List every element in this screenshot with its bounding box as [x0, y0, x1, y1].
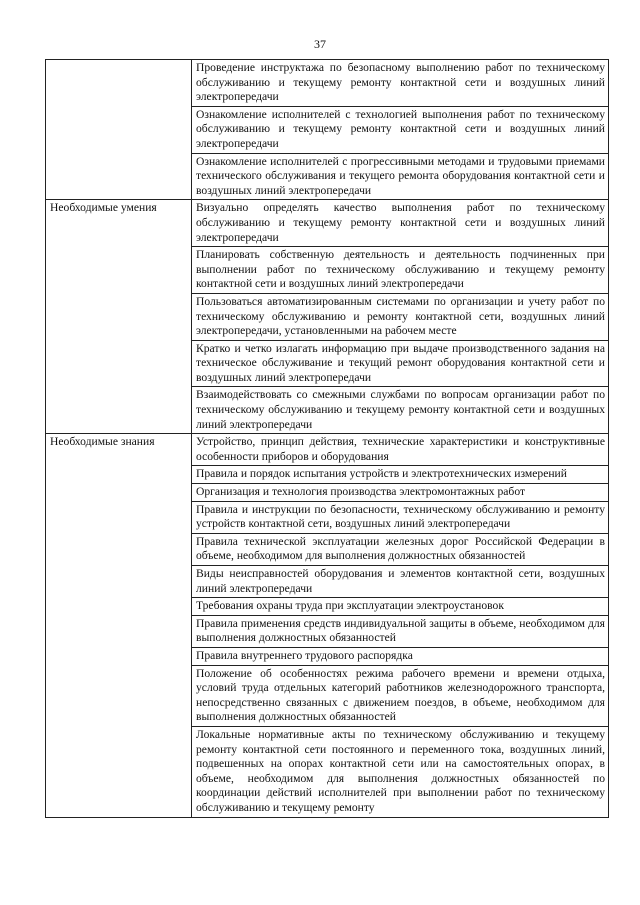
requirement-item: Организация и технология производства электромонтажных работ [192, 484, 609, 502]
requirement-item: Требования охраны труда при эксплуатации электроустановок [192, 598, 609, 616]
requirement-item: Виды неисправностей оборудования и элементов контактной сети, воздушных линий электропередачи [192, 566, 609, 598]
requirement-item: Проведение инструктажа по безопасному выполнению работ по техническому обслуживанию и текущему ремонту контактной сети и воздушных линий электропередачи [192, 60, 609, 107]
requirement-item: Правила применения средств индивидуальной защиты в объеме, необходимом для выполнения должностных обязанностей [192, 615, 609, 647]
group-label: Необходимые умения [46, 200, 192, 434]
group-label [46, 60, 192, 200]
requirement-item: Ознакомление исполнителей с прогрессивными методами и трудовыми приемами технического обслуживания и текущего ремонта оборудования контактной сети и воздушных линий электропередачи [192, 153, 609, 200]
requirements-table-body [46, 60, 609, 818]
requirement-item: Правила внутреннего трудового распорядка [192, 647, 609, 665]
requirement-item: Правила и порядок испытания устройств и электротехнических измерений [192, 466, 609, 484]
requirement-item: Положение об особенностях режима рабочего времени и времени отдыха, условий труда отдельных категорий работников железнодорожного транспорта, непосредственно связанных с движением поездов, в объеме, необходимом для выполнения должностных обязанностей [192, 665, 609, 726]
requirement-item: Планировать собственную деятельность и деятельность подчиненных при выполнении работ по техническому обслуживанию и текущему ремонту контактной сети и воздушных линий электропередачи [192, 247, 609, 294]
requirement-item: Визуально определять качество выполнения работ по техническому обслуживанию и текущему ремонту контактной сети и воздушных линий электропередачи [192, 200, 609, 247]
group-label: Необходимые знания [46, 434, 192, 817]
requirement-item: Локальные нормативные акты по техническому обслуживанию и текущему ремонту контактной сети постоянного и переменного тока, воздушных линий, подвешенных на опорах контактной сети или на самостоятельных опорах, в объеме, необходимом для выполнения должностных обязанностей по координации действий исполнителей при выполнении работ по техническому обслуживанию и текущему ремонту [192, 726, 609, 817]
requirement-item: Устройство, принцип действия, технические характеристики и конструктивные особенности приборов и оборудования [192, 434, 609, 466]
requirement-item: Правила и инструкции по безопасности, техническому обслуживанию и ремонту устройств контактной сети, воздушных линий электропередачи [192, 501, 609, 533]
requirement-item: Пользоваться автоматизированным системами по организации и учету работ по техническому обслуживанию и ремонту контактной сети, воздушных линий электропередачи, установленными на рабочем месте [192, 293, 609, 340]
requirement-item: Кратко и четко излагать информацию при выдаче производственного задания на техническое обслуживание и текущий ремонт оборудования контактной сети и воздушных линий электропередачи [192, 340, 609, 387]
table-row [46, 434, 609, 466]
table-row [46, 200, 609, 247]
table-row [46, 60, 609, 107]
requirements-table [45, 59, 609, 818]
requirement-item: Ознакомление исполнителей с технологией выполнения работ по техническому обслуживанию и текущему ремонту контактной сети и воздушных линий электропередачи [192, 106, 609, 153]
requirement-item: Правила технической эксплуатации железных дорог Российской Федерации в объеме, необходимом для выполнения должностных обязанностей [192, 533, 609, 565]
page-number: 37 [314, 37, 326, 51]
requirement-item: Взаимодействовать со смежными службами по вопросам организации работ по техническому обслуживанию и текущему ремонту контактной сети и воздушных линий электропередачи [192, 387, 609, 434]
